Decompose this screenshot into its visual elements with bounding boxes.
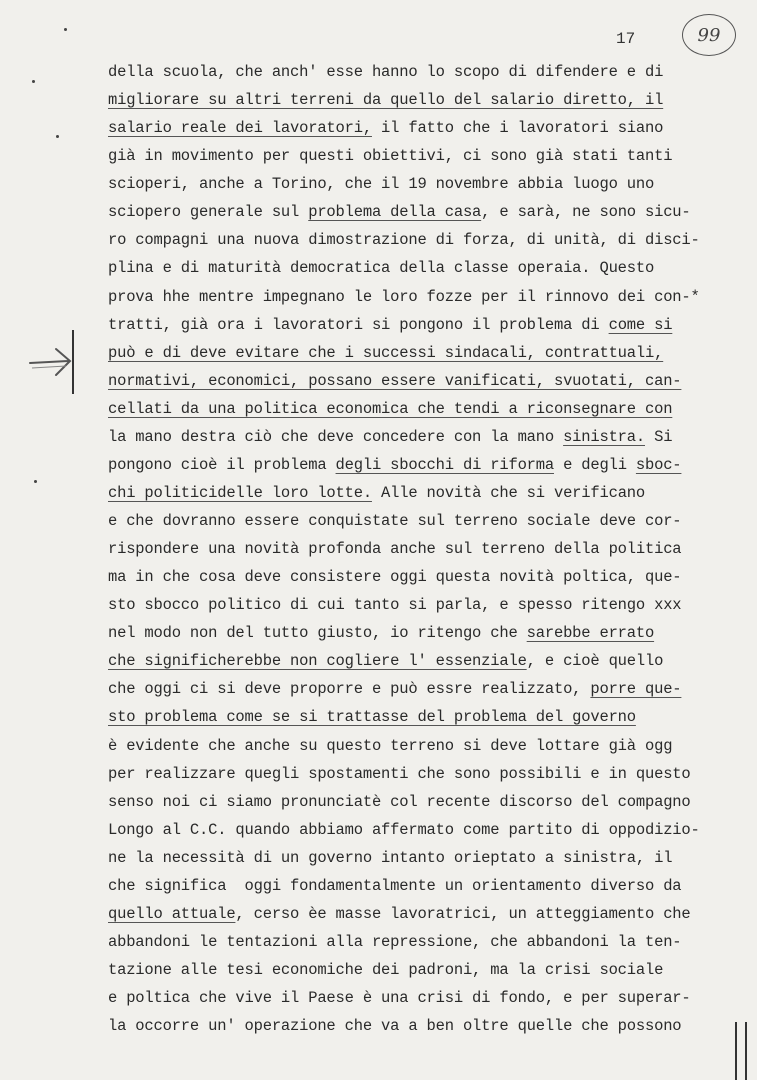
underlined-text: sto problema come se si trattasse del problema del governo (108, 708, 636, 727)
text-line (108, 114, 748, 142)
typed-text-body (108, 58, 748, 1040)
text-segment: , e cioè quello (526, 652, 664, 671)
underlined-text: degli sbocchi di riforma (335, 455, 554, 474)
text-line (108, 58, 748, 86)
speck (32, 80, 35, 83)
text-line (108, 1012, 748, 1040)
text-line (108, 395, 748, 423)
text-line (108, 86, 748, 114)
underlined-text: quello attuale (108, 904, 236, 923)
text-segment: rispondere una novità profonda anche sul terreno della politica (108, 540, 682, 559)
text-segment: nel modo non del tutto giusto, io ritengo che (108, 624, 527, 643)
text-segment: già in movimento per questi obiettivi, ci sono già stati tanti (108, 147, 673, 166)
underlined-text: problema della casa (308, 203, 482, 222)
text-segment: sciopero generale sul (108, 203, 309, 222)
underlined-text: sinistra. (563, 427, 645, 446)
underlined-text: sboc- (635, 455, 682, 474)
underlined-text: cellati da una politica economica che tendi a riconsegnare con (108, 399, 673, 418)
text-segment: Longo al C.C. quando abbiamo affermato come partito di oppodizio- (108, 820, 700, 839)
text-segment: e degli (553, 455, 636, 474)
text-segment: prova hhe mentre impegnano le loro fozze per il rinnovo dei con-* (108, 287, 700, 306)
text-segment: il fatto che i lavoratori siano (371, 119, 664, 138)
text-segment: , cerso èe masse lavoratrici, un atteggiamento che (235, 904, 691, 923)
text-segment: ro compagni una nuova dimostrazione di forza, di unità, di disci- (108, 231, 700, 250)
text-line (108, 619, 748, 647)
text-line (108, 170, 748, 198)
text-segment: la mano destra ciò che deve concedere con la mano (108, 427, 564, 446)
text-line (108, 844, 748, 872)
text-segment: per realizzare quegli spostamenti che sono possibili e in questo (108, 764, 691, 783)
text-segment: e che dovranno essere conquistate sul terreno sociale deve cor- (108, 512, 682, 530)
text-line (108, 254, 748, 282)
speck (34, 480, 37, 483)
underlined-text: come si (608, 315, 673, 334)
text-line (108, 591, 748, 619)
text-line (108, 788, 748, 816)
text-segment: tratti, già ora i lavoratori si pongono il problema di (108, 315, 609, 334)
text-line (108, 507, 748, 535)
text-line (108, 760, 748, 788)
margin-arrow-icon (28, 335, 83, 385)
underlined-text: migliorare su altri terreni da quello del salario diretto, il (108, 91, 664, 110)
text-segment: della scuola, che anch' esse hanno lo scopo di difendere e di (108, 63, 664, 81)
text-line (108, 311, 748, 339)
text-line (108, 900, 748, 928)
text-line (108, 647, 748, 675)
text-segment: tazione alle tesi economiche dei padroni, ma la crisi sociale (108, 961, 664, 979)
underlined-text: normativi, economici, possano essere vanificati, svuotati, can- (108, 371, 682, 390)
text-segment: senso noi ci siamo pronunciatè col recente discorso del compagno (108, 792, 691, 811)
text-line (108, 423, 748, 451)
text-segment: Si (645, 427, 673, 446)
speck (64, 28, 67, 31)
text-line (108, 563, 748, 591)
text-line (108, 816, 748, 844)
margin-bar (72, 330, 74, 394)
speck (56, 135, 59, 138)
text-line (108, 367, 748, 395)
text-line (108, 928, 748, 956)
text-segment: è evidente che anche su questo terreno si deve lottare già ogg (108, 736, 673, 755)
underlined-text: salario reale dei lavoratori, (108, 119, 372, 138)
text-segment: la occorre un' operazione che va a ben oltre quelle che possono (108, 1017, 682, 1036)
underlined-text: porre que- (590, 680, 682, 699)
text-segment: sto sbocco politico di cui tanto si parla, e spesso ritengo xxx (108, 596, 682, 615)
text-line (108, 142, 748, 170)
text-line (108, 956, 748, 984)
text-segment: scioperi, anche a Torino, che il 19 novembre abbia luogo uno (108, 175, 655, 194)
text-segment: ma in che cosa deve consistere oggi questa novità poltica, que- (108, 568, 682, 587)
text-line (108, 283, 748, 311)
underlined-text: può e di deve evitare che i successi sindacali, contrattuali, (108, 343, 664, 362)
archive-number-stamp: 99 (682, 14, 736, 56)
text-line (108, 535, 748, 563)
underlined-text: chi politicidelle loro lotte. (108, 483, 372, 502)
text-line (108, 675, 748, 703)
text-segment: che significa oggi fondamentalmente un orientamento diverso da (108, 876, 682, 895)
text-line (108, 732, 748, 760)
text-segment: , e sarà, ne sono sicu- (481, 203, 691, 222)
underlined-text: sarebbe errato (526, 624, 655, 643)
text-segment: che oggi ci si deve proporre e può essre realizzato, (108, 680, 591, 699)
text-line (108, 984, 748, 1012)
text-line (108, 479, 748, 507)
text-line (108, 226, 748, 254)
text-segment: ne la necessità di un governo intanto orieptato a sinistra, il (108, 848, 673, 867)
text-segment: pongono cioè il problema (108, 455, 336, 474)
text-segment: e poltica che vive il Paese è una crisi di fondo, e per superar- (108, 989, 691, 1008)
text-line (108, 703, 748, 731)
page-number: 17 (616, 30, 636, 48)
text-segment: Alle novità che si verificano (371, 483, 645, 502)
text-line (108, 872, 748, 900)
underlined-text: che significherebbe non cogliere l' essenziale (108, 652, 527, 671)
text-segment: plina e di maturità democratica della classe operaia. Questo (108, 259, 655, 278)
text-line (108, 198, 748, 226)
text-segment: abbandoni le tentazioni alla repressione, che abbandoni la ten- (108, 932, 682, 951)
text-line (108, 451, 748, 479)
text-line (108, 339, 748, 367)
